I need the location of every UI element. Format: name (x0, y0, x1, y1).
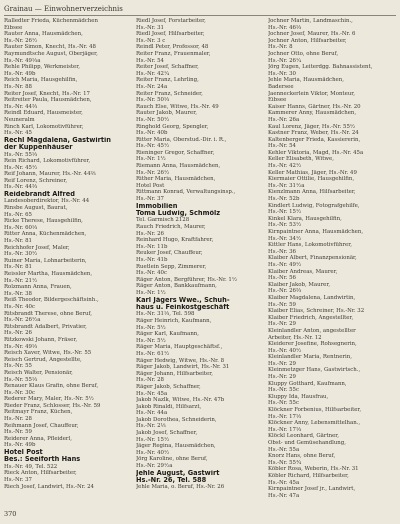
directory-entry: Hs.-Nr. 40c (4, 303, 36, 310)
directory-entry-highlight: Immobilien (136, 202, 178, 210)
directory-entry: Hs.-Nr. 45½ (4, 164, 38, 171)
directory-column-1 (4, 18, 128, 504)
directory-entry: Ritsbrandt Adalbert, Privatier, (4, 323, 87, 330)
directory-entry: Ricke Therese, Hausgehilfin, (4, 218, 83, 225)
directory-entry: Räger Anton, Bergführer, Hs.-Nr. 1½ (136, 276, 238, 283)
directory-entry-highlight: Hotel Post (4, 449, 43, 457)
directory-entry: Hs.-Nr. 42¼ (136, 70, 170, 77)
directory-entry: Kaltenberger Frieda, Kassiererin, (268, 136, 361, 143)
directory-entry: Kindlert Ludwig, Fotografgehilfe, (268, 202, 360, 209)
directory-entry: Reiter Franz, Schneider, (136, 90, 203, 97)
directory-entry: Klöckner Anny, Lebensmittelhan., (268, 420, 361, 427)
directory-entry: Reitmayr Franz, Küchen, (4, 409, 73, 416)
directory-entry: Badersee (268, 83, 294, 90)
directory-entry: Jaenneckerlein Viktor, Monteur, (268, 90, 355, 97)
directory-entry: Hs.-Nr. 49, Tel. 522 (4, 463, 58, 470)
directory-entry: Reiter Franz, Frauenmaler, (136, 50, 211, 57)
directory-entry: Hs.-Nr. 28 (136, 377, 164, 384)
directory-entry: Rither Maria, Hausmädchen, (136, 176, 216, 183)
directory-entry: Kaul Lorenz, Jäger, Hs.-Nr. 55½ (268, 123, 356, 130)
directory-entry: Hs.-Nr. 55c (268, 387, 300, 394)
directory-entry: Kleinlandler Anton, angestellter (268, 327, 356, 334)
directory-entry: Hs.-Nr. 28 (4, 416, 32, 423)
directory-entry: Räger Maria, Hauptgeschäftsf., (136, 344, 223, 351)
directory-entry: Hs.-Nr. 40c (136, 270, 168, 277)
directory-entry: Reif Lorenz, Schreiner, (4, 177, 68, 184)
directory-entry: Jörg Karoline, ohne Beruf, (136, 456, 208, 463)
directory-entry: Kammerer Anny, Hausmädchen, (268, 110, 357, 117)
directory-entry: Reif Johann, Maurer, Hs.-Nr. 44⅔ (4, 171, 96, 178)
directory-entry: Hs.-Nr. 26½ (4, 37, 38, 44)
directory-entry: Reisch Xaver, Witwe, Hs.-Nr. 55 (4, 350, 92, 357)
directory-entry: Hs.-Nr. 49½ (268, 261, 302, 268)
directory-entry: Hs.-Nr. 59 (4, 429, 32, 436)
directory-entry: Riemann Anna, Hausmädchen, (136, 163, 221, 170)
directory-entry: Hs.-Nr. 1½ (136, 289, 166, 296)
directory-entry: Hs.-Nr. 81 (4, 264, 32, 271)
directory-entry: Ritsbrandt Therese, ohne Beruf, (4, 310, 92, 317)
directory-entry: Kluppy Ida, Hausfrau, (268, 393, 329, 400)
directory-entry: Hs.-Nr. 8 (268, 44, 293, 51)
directory-entry: Räger Jakob, Landwirt, Hs.-Nr. 31 (136, 364, 230, 371)
directory-entry: Hs.-Nr. 59 (268, 301, 296, 308)
directory-entry: Hs.-Nr. 15½ (136, 436, 170, 443)
directory-column-2 (136, 18, 260, 504)
directory-entry: Landesoberdirektor, Hs.-Nr. 44 (4, 198, 90, 205)
directory-entry: Raymundtsche August, Oberjäger, (4, 50, 98, 57)
directory-entry: Rauter Simon, Knecht, Hs.-Nr. 48 (4, 44, 96, 51)
directory-entry-highlight: Karl Jägers Wwe., Schuh- (136, 296, 230, 304)
directory-entry: Hs.-Nr. 29 (268, 360, 296, 367)
directory-entry: Ralledter Frieda, Küchenmädchen (4, 18, 98, 24)
directory-entry: Arbeiter, Hs.-Nr. 12 (268, 334, 322, 341)
directory-entry: Hs.-Nr. 56 (268, 275, 296, 282)
directory-entry: Köbler Rosa, Weberin, Hs.-Nr. 31 (268, 466, 359, 473)
directory-entry: Hs.-Nr. 47a (268, 492, 300, 499)
directory-entry: Hs.-Nr. 1½ (136, 156, 166, 163)
directory-entry: Räger Jakob, Schaffner, (136, 383, 201, 390)
directory-entry: Hs.-Nr. 49b (4, 70, 36, 77)
directory-entry: Klaiber Magdalena, Landwirtin, (268, 294, 356, 301)
directory-entry: Hs.-Nr. 37 (4, 477, 32, 484)
directory-entry: Hs.-Nr. 50½ (136, 116, 170, 123)
directory-entry: Reisch Walter, Pensionär, (4, 369, 73, 376)
directory-entry: Rittmann Konrad, Verwaltungsinsp., (136, 189, 236, 196)
page-header: Grainau — Einwohnerverzeichnis (4, 5, 123, 13)
directory-entry: Hs.-Nr. 55a (268, 446, 300, 453)
directory-entry: Hs.-Nr. 40b (136, 130, 168, 137)
directory-entry: Hs.-Nr. 31⅓, Tel. 598 (136, 311, 195, 318)
directory-entry: Reindl Peter, Professor, 48 (136, 44, 209, 51)
directory-entry: Rinsbe August, Baurat, (4, 205, 68, 212)
directory-entry: Kastner Franz, Weber, Hs.-Nr. 24 (268, 130, 359, 137)
directory-entry: Hs.-Nr. 30c (4, 389, 36, 396)
directory-entry: Hs.-Nr. 17⅓ (268, 413, 302, 420)
directory-entry: Reichhofer Josef, Maler, (4, 244, 70, 251)
directory-entry: Neuneralm (4, 116, 35, 123)
directory-entry: Räger Anton, Bankkaufmann, (136, 283, 217, 290)
directory-entry: Hs.-Nr. 45a (268, 479, 300, 486)
directory-entry: Reihmann Josef, Chauffeur, (4, 422, 79, 429)
directory-entry: Hs.-Nr. 30½ (4, 251, 38, 258)
directory-entry: Jäger Regina, Hausmädchen, (136, 443, 216, 450)
directory-entry: Klöckl Leonhard, Gärtner, (268, 433, 339, 440)
directory-entry: Reuker Josef, Chauffeur, (136, 250, 203, 257)
directory-entry: Hs.-Nr. 5½ (136, 337, 166, 344)
directory-entry: Hs.-Nr. 54 (136, 57, 164, 64)
directory-entry: Rauter Jakob, Maurer, (136, 110, 197, 117)
directory-entry: Kehler Viktoria, Magd, Hs.-Nr. 45a (268, 149, 364, 156)
directory-entry: Räger Hedwig, Witwe, Hs.-Nr. 8 (136, 357, 225, 364)
directory-entry: Hs.-Nr. 38 (4, 290, 32, 297)
directory-entry: Hotel Post (136, 182, 165, 189)
directory-entry: Hs.-Nr. 36 (268, 248, 296, 255)
directory-entry: Riedl Josef, Hilfsarbeiter, (136, 31, 205, 38)
directory-entry-highlight: Bes.: Seeiforth Hans (4, 456, 81, 464)
directory-entry: Renauer Klaus Grafin, ohne Beruf, (4, 383, 99, 390)
directory-entry: Hs.-Nr. 55c (268, 400, 300, 407)
directory-entry: Rein Richard, Lokomotivführer, (4, 158, 91, 165)
directory-entry: Hs.-Nr. 31 (136, 24, 164, 31)
directory-entry: Räger Karl, Kaufmann, (136, 331, 199, 338)
directory-entry: Hs.-Nr. 49⅓ (4, 343, 38, 350)
directory-entry: Reiderer Anna, Pfleiderl, (4, 435, 72, 442)
directory-entry: Hs.-Nr. 55 (4, 363, 32, 370)
directory-entry: Hs.-Nr. 3 c (136, 37, 166, 44)
directory-entry: Klaiber Albert, Finanzpensionär, (268, 255, 357, 262)
directory-entry: Reiter Josef, Knecht, Hs.-Nr. 17 (4, 90, 90, 97)
directory-entry: Rauch Friedrich, Maurer, (136, 224, 206, 231)
directory-entry: Keller Elisabeth, Witwe, (268, 156, 334, 163)
directory-entry: Kirnpaintner Anna, Hausmädchen, (268, 229, 364, 235)
directory-entry: Ritzkowski Johann, Fräser, (4, 336, 78, 343)
directory-entry: Räger Heinrich, Kaufmann, (136, 317, 212, 324)
directory-entry: Hs.-Nr. 41b (136, 257, 168, 263)
directory-entry: Rehle Philipp, Werkmeister, (4, 64, 80, 71)
directory-entry: Hs.-Nr. 15½ (268, 209, 302, 216)
directory-entry: Klaiber Elias, Schreiner, Hs.-Nr. 32 (268, 308, 365, 315)
directory-entry: Reisch Gertrud, Angestellte, (4, 356, 82, 363)
directory-entry: Kluppy Gotthard, Kaufmann, (268, 380, 347, 387)
directory-entry: Köbler Richard, Hilfsarbeiter, (268, 472, 349, 479)
directory-entry: Klaiber Jakob, Maurer, (268, 281, 331, 288)
directory-entry-highlight: der Kuppenhäuser (4, 144, 73, 152)
directory-entry: Rauch Else, Witwe, Hs.-Nr. 49 (136, 103, 219, 110)
directory-entry: Jehle Maria, o. Beruf, Hs.-Nr. 26 (136, 484, 225, 491)
page-number: 370 (4, 510, 17, 518)
directory-entry: Ritter Anna, Küchenmädchen, (4, 231, 87, 238)
directory-entry: Klaiber Friedrich, Angestellter, (268, 314, 354, 321)
directory-entry: Ritter Maria, Oberstud.-Dir. i. R., (136, 136, 227, 143)
directory-entry-highlight: Jehle August, Gastwirt (136, 469, 220, 477)
directory-entry: Hs.-Nr. 26⅔ (268, 288, 302, 295)
directory-entry: Eibsee (268, 97, 287, 104)
directory-entry: Klöckner Forbenius, Hilfsarbeiter, (268, 407, 362, 414)
directory-entry: Hs.-Nr. 49⅓a (4, 57, 41, 64)
directory-entry: Jakob Rinaldi, Hilfsarzt, (136, 403, 202, 410)
directory-entry: Reitreiter Paula, Hausmädchen, (4, 97, 92, 104)
directory-entry: Jakob Josef, Schaffner, (136, 430, 198, 437)
directory-entry: Hs.-Nr. 44⅔ (4, 103, 38, 110)
directory-entry: Jörg Eugen, Leiterdgg. Bahnassistent, (268, 64, 373, 71)
directory-entry: Ruetlein Sepp, Zimmerer, (136, 263, 207, 270)
directory-entry: Hs.-Nr. 81 (4, 238, 32, 245)
directory-entry: Hs.-Nr. 40½ (136, 449, 170, 456)
directory-column-3 (268, 18, 392, 504)
directory-entry: Hs.-Nr. 2⅓ (136, 423, 166, 430)
directory-entry: Riech Josef, Landwirt, Hs.-Nr. 24 (4, 483, 94, 490)
directory-entry: Reiß Theodor, Bildergeschäftsinh., (4, 297, 99, 304)
directory-entry: Hs.-Nr. 24a (136, 83, 168, 90)
directory-entry-highlight: Reidebrandt Alfred (4, 191, 75, 199)
directory-entry: Hs.-Nr. 26 (136, 230, 164, 237)
directory-entry: Hs.-Nr. 26½ (136, 169, 170, 176)
directory-entry: Jochner Anton, Hilfsarbeiter, (268, 37, 347, 44)
directory-entry: Kleinlandler Maria, Rentnerin, (268, 354, 352, 361)
directory-entry: Hs.-Nr. 46⅓ (268, 24, 302, 31)
directory-entry: Obst- und Gemüsehandlung, (268, 440, 346, 446)
directory-entry: Reich Maria, Hausgehilfin, (4, 77, 78, 84)
directory-entry: Kienzlmann Anna, Hilfsarbeiter, (268, 189, 356, 196)
directory-entry: Hs.-Nr. 53½ (268, 222, 302, 229)
directory-entry: Hs.-Nr. 49b (4, 442, 36, 449)
directory-entry: Reindl Eduard, Hausmeister, (4, 110, 83, 117)
directory-entry: Jakob Dorothea, Schneiderin, (136, 416, 217, 423)
directory-entry: Hs.-Nr. 60⅓ (4, 224, 38, 231)
directory-entry: Hs.-Nr. 5½ (136, 324, 166, 331)
directory-entry: Kaiser Hanns, Gärtner, Hs.-Nr. 20 (268, 103, 361, 110)
directory-entry: Jochner Martin, Landmaschin., (268, 18, 353, 24)
directory-entry: Rolzmann Anna, Frauen, (4, 284, 72, 291)
directory-entry: Hs.-Nr. 37 (136, 196, 164, 203)
directory-entry: Hs.-Nr. 29 (268, 374, 296, 381)
directory-entry: Knorz Hans, ohne Beruf, (268, 453, 336, 460)
directory-entry: Riedl Josef, Forstarbeiter, (136, 18, 206, 24)
directory-entry: Hs.-Nr. 55⅓ (4, 376, 38, 383)
directory-entry: Hs.-Nr. 44a (136, 410, 168, 417)
directory-entry: Hs.-Nr. 26¼ (268, 57, 302, 64)
directory-entry: Hs.-Nr. 26a (268, 116, 300, 123)
directory-entry: Keller Mathias, Jäger, Hs.-Nr. 49 (268, 169, 357, 176)
directory-entry: Rederer Mary, Maler, Hs.-Nr. 5½ (4, 396, 94, 403)
directory-entry: Jehle Maria, Hausmädchen, (268, 77, 344, 84)
directory-entry: Reinhard Hugo, Kraftfahrer, (136, 237, 214, 244)
directory-entry: Hs.-Nr. 11b (136, 243, 168, 250)
directory-entry: Kleiderer Josefine, Rohsegnerin, (268, 341, 357, 348)
directory-entry: Kleinmetzger Hans, Gastwirtsch., (268, 367, 361, 374)
directory-entry-highlight: Toma Ludwig, Schmölz (136, 210, 221, 218)
directory-entry: Eibsee (4, 24, 23, 31)
directory-entry: Hs.-Nr. 55¾ (268, 459, 302, 466)
directory-entry: Tel. Garmisch 2128 (136, 217, 190, 224)
directory-entry: Räger Johann, Hilfsarbeiter, (136, 370, 213, 377)
directory-entry: Reiter Josef, Schaffner, (136, 64, 199, 71)
directory-entry: Hs.-Nr. 45½ (136, 143, 170, 150)
directory-entry: Hs.-Nr. 65 (4, 211, 32, 218)
directory-entry: Hs.-Nr. 21½ (4, 277, 38, 284)
directory-entry: Rieck Anton, Hilfsarbeiter, (4, 470, 77, 477)
directory-entry: Kiermaier Ottilie, Hausgehilfin, (268, 176, 355, 183)
directory-entry: Rieninger Gregor, Schaffner, (136, 149, 215, 156)
directory-entry: Hs.-Nr. 54 (268, 143, 296, 150)
directory-entry: Hs.-Nr. 42½ (268, 163, 302, 170)
directory-entry: Hs.-Nr. 34½ (268, 235, 302, 242)
directory-entry: Ringhold Georg, Spengler, (136, 123, 209, 130)
directory-entry: Rinch Karl, Lokomotivführer, (4, 123, 84, 130)
directory-entry-highlight: Rechl Magdalena, Gastwirtin (4, 136, 111, 144)
directory-entry: Hs.-Nr. 44⅔ (4, 184, 38, 191)
directory-entry: Rieder Franz, Schlosser, Hs.-Nr. 59 (4, 402, 101, 409)
directory-entry: Hs.-Nr. 55⅓ (4, 151, 38, 158)
directory-entry: Hs.-Nr. 31½a (268, 182, 305, 189)
directory-entry: Hs.-Nr. 17⅓ (268, 426, 302, 433)
directory-entry: Reissler Martha, Hausmädchen, (4, 271, 93, 277)
directory-entry: Hs.-Nr. 45 (4, 130, 32, 137)
directory-entry: Hs.-Nr. 29 (268, 321, 296, 328)
directory-entry: Jakob Nazlk, Witwe, Hs.-Nr. 47b (136, 397, 225, 404)
directory-entry: Hs.-Nr. 26 (4, 330, 32, 337)
directory-entry-highlight: haus u. Feinkostgeschäft (136, 303, 230, 311)
directory-entry: Hs.-Nr. 29½a (136, 463, 173, 470)
header-divider (4, 15, 396, 16)
directory-entry: Rauter Anna, Hausmädchen, (4, 31, 83, 38)
directory-entry: Jochner Otto, ohne Beruf, (268, 50, 339, 57)
directory-entry: Kirnpaintner Josef jr., Landwirt, (268, 486, 356, 493)
directory-entry: Hs.-Nr. 50⅓ (136, 97, 170, 104)
directory-entry: Jochner Josef, Maurer, Hs.-Nr. 6 (268, 31, 356, 38)
directory-entry-highlight: Hs.-Nr. 26, Tel. 588 (136, 477, 207, 485)
directory-entry: Reiter Franz, Lehrling, (136, 77, 199, 84)
directory-entry: Hs.-Nr. 61½ (136, 350, 170, 357)
directory-entry: Hs.-Nr. 40½ (268, 347, 302, 354)
directory-entry: Ruiner Maria, Lohnarbeiterin, (4, 257, 87, 264)
directory-entry: Klaiber Andreas, Maurer, (268, 268, 338, 275)
directory-entry: Kinkel Klara, Hausgehilfin, (268, 215, 342, 222)
directory-entry: Hs.-Nr. 45a (136, 390, 168, 397)
directory-entry: Kittler Hans, Lokomotivführer, (268, 242, 352, 249)
directory-entry: Hs.-Nr. 52b (268, 196, 300, 203)
directory-entry: Hs.-Nr. 88 (4, 83, 32, 90)
directory-entry: Hs.-Nr. 30 (268, 70, 296, 77)
directory-entry: Hs.-Nr. 26½a (4, 317, 41, 324)
